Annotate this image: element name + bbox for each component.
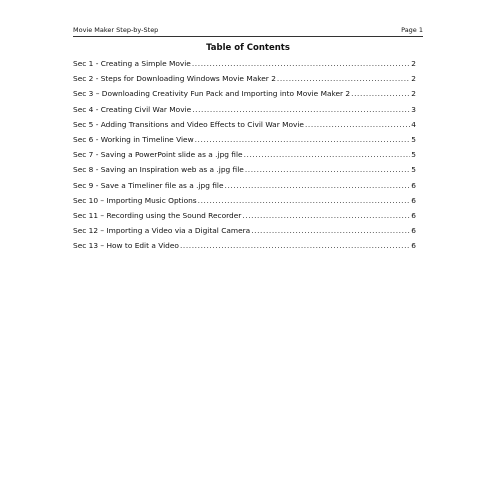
toc-entry xyxy=(73,120,416,135)
toc-leader-dots xyxy=(251,226,410,235)
toc-entry-page: 5 xyxy=(411,150,416,160)
toc-leader-dots xyxy=(242,211,410,220)
toc-entry-page: 6 xyxy=(411,241,416,251)
toc-leader-dots xyxy=(180,241,410,250)
toc-entry-text: Sec 9 - Save a Timeliner file as a .jpg file xyxy=(73,180,224,190)
toc-entry-page: 6 xyxy=(411,195,416,205)
toc-entry-text: Sec 4 - Creating Civil War Movie xyxy=(73,104,192,114)
toc-entry-text: Sec 11 – Recording using the Sound Recorder xyxy=(73,210,242,220)
toc-entry-page: 6 xyxy=(411,226,416,236)
toc-entry-page: 5 xyxy=(411,134,416,144)
toc-entry xyxy=(73,196,416,211)
document-title: Movie Maker Step-by-Step xyxy=(73,26,159,34)
toc-leader-dots xyxy=(192,59,410,68)
toc-entry xyxy=(73,241,416,256)
toc-entry-text: Sec 6 - Working in Timeline View xyxy=(73,134,194,144)
toc-entry-page: 6 xyxy=(411,210,416,220)
toc-entry-page: 2 xyxy=(411,74,416,84)
toc-leader-dots xyxy=(198,196,411,205)
toc-heading: Table of Contents xyxy=(206,43,290,53)
toc-leader-dots xyxy=(305,120,410,129)
toc-entry xyxy=(73,89,416,104)
toc-entry xyxy=(73,105,416,120)
toc-leader-dots xyxy=(195,135,411,144)
toc-leader-dots xyxy=(245,165,410,174)
toc-leader-dots xyxy=(244,150,411,159)
toc-entry-text: Sec 1 - Creating a Simple Movie xyxy=(73,59,191,68)
toc-entry xyxy=(73,165,416,180)
toc-entry xyxy=(73,59,416,74)
toc-entry-text: Sec 12 – Importing a Video via a Digital Camera xyxy=(73,226,251,236)
page-number: Page 1 xyxy=(401,26,423,34)
toc-entry-page: 2 xyxy=(411,59,416,68)
page-header xyxy=(73,20,423,37)
toc-entry xyxy=(73,181,416,196)
toc-leader-dots xyxy=(192,105,410,114)
toc-entry-page: 5 xyxy=(411,165,416,175)
toc-entry-text: Sec 5 - Adding Transitions and Video Effects to Civil War Movie xyxy=(73,119,304,129)
toc-leader-dots xyxy=(351,89,410,98)
toc-entry-text: Sec 7 - Saving a PowerPoint slide as a .jpg file xyxy=(73,150,243,160)
toc-entry-page: 6 xyxy=(411,180,416,190)
toc-entry xyxy=(73,226,416,241)
toc-entry-page: 2 xyxy=(411,89,416,99)
toc-entry-page: 3 xyxy=(411,104,416,114)
table-of-contents xyxy=(73,59,416,256)
toc-entry-text: Sec 8 - Saving an Inspiration web as a .jpg file xyxy=(73,165,244,175)
toc-entry-text: Sec 2 - Steps for Downloading Windows Movie Maker 2 xyxy=(73,74,276,84)
toc-entry-page: 4 xyxy=(411,119,416,129)
toc-entry xyxy=(73,150,416,165)
toc-entry xyxy=(73,74,416,89)
toc-entry-text: Sec 10 – Importing Music Options xyxy=(73,195,197,205)
toc-entry-text: Sec 3 – Downloading Creativity Fun Pack and Importing into Movie Maker 2 xyxy=(73,89,351,99)
toc-leader-dots xyxy=(225,181,411,190)
toc-entry xyxy=(73,135,416,150)
toc-leader-dots xyxy=(277,74,410,83)
toc-entry-text: Sec 13 – How to Edit a Video xyxy=(73,241,179,251)
toc-entry xyxy=(73,211,416,226)
